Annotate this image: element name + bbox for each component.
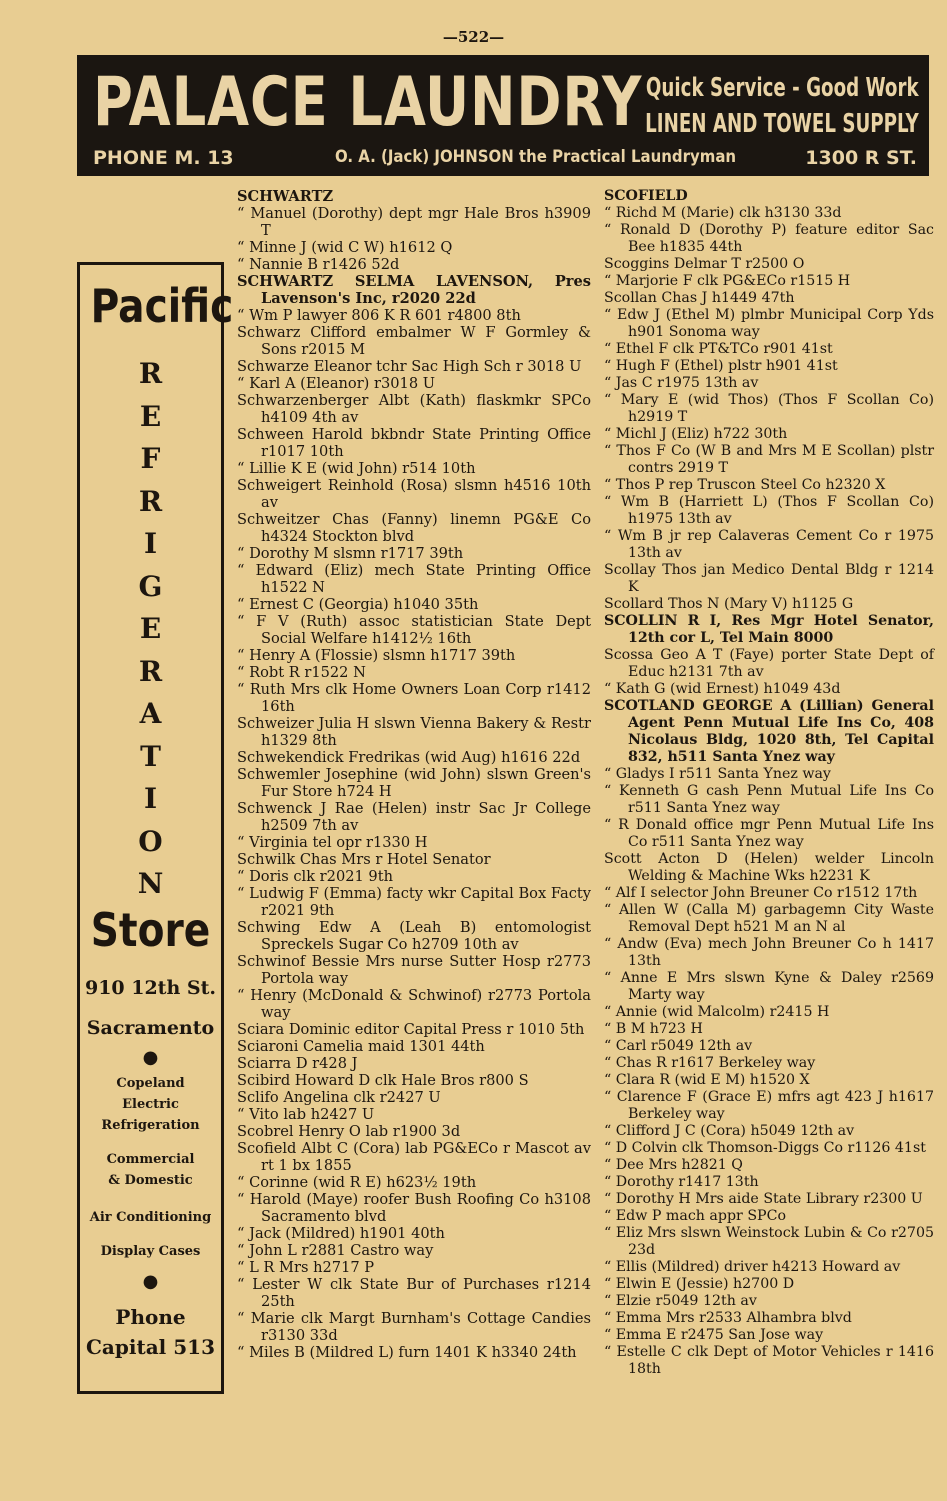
sidebar-service-4: Display Cases <box>100 1244 201 1259</box>
directory-entry: “ Doris clk r2021 9th <box>237 868 393 885</box>
directory-entry: “ Dorothy M slsmn r1717 39th <box>237 545 464 562</box>
sidebar-letter: N <box>137 867 164 900</box>
directory-entry: “ Elwin E (Jessie) h2700 D <box>604 1276 795 1292</box>
directory-entry: “ Chas R r1617 Berkeley way <box>604 1055 816 1071</box>
directory-entry: Schweitzer Chas (Fanny) linemn PG&E Co h4324 Stockton blvd <box>237 511 591 545</box>
directory-entry: “ Manuel (Dorothy) dept mgr Hale Bros h3909 T <box>237 205 591 239</box>
directory-entry: “ Thos F Co (W B and Mrs M E Scollan) plstr contrs 2919 T <box>604 443 934 476</box>
directory-entry: “ Michl J (Eliz) h722 30th <box>604 426 788 442</box>
directory-entry: “ Ethel F clk PT&TCo r901 41st <box>604 341 833 357</box>
directory-entry: Scoggins Delmar T r2500 O <box>604 256 805 272</box>
directory-entry: “ Edw J (Ethel M) plmbr Municipal Corp Yds h901 Sonoma way <box>604 307 934 340</box>
directory-entry: “ Ludwig F (Emma) facty wkr Capital Box Facty r2021 9th <box>237 885 591 919</box>
directory-entry: “ John L r2881 Castro way <box>237 1242 434 1259</box>
directory-entry: “ Virginia tel opr r1330 H <box>237 834 428 851</box>
directory-entry: “ Allen W (Calla M) garbagemn City Waste Removal Dept h521 M an N al <box>604 902 934 935</box>
directory-entry: Scott Acton D (Helen) welder Lincoln Welding & Machine Wks h2231 K <box>604 851 934 884</box>
sidebar-letter: R <box>138 484 163 518</box>
sidebar-letter: T <box>140 739 161 773</box>
sidebar-letter: O <box>138 824 163 858</box>
sidebar-advertisement <box>77 262 234 1394</box>
directory-entry: “ Clara R (wid E M) h1520 X <box>604 1072 810 1088</box>
directory-entry: “ Ronald D (Dorothy P) feature editor Sac Bee h1835 44th <box>604 222 934 255</box>
directory-entry: Scollay Thos jan Medico Dental Bldg r 1214 K <box>604 562 934 595</box>
directory-entry: “ Nannie B r1426 52d <box>237 256 400 273</box>
banner-owner: O. A. (Jack) JOHNSON the Practical Laundryman <box>335 147 737 167</box>
sidebar-phone-label: Phone <box>115 1305 186 1329</box>
directory-entry: “ R Donald office mgr Penn Mutual Life Ins Co r511 Santa Ynez way <box>604 817 934 850</box>
sidebar-letter: G <box>138 569 163 603</box>
directory-entry: “ D Colvin clk Thomson-Diggs Co r1126 41st <box>604 1140 926 1156</box>
directory-entry: “ Wm P lawyer 806 K R 601 r4800 8th <box>237 307 521 324</box>
directory-entry: Schwilk Chas Mrs r Hotel Senator <box>237 851 491 868</box>
sidebar-letter: I <box>143 782 158 815</box>
directory-entry: Schwenck J Rae (Helen) instr Sac Jr College h2509 7th av <box>237 800 591 834</box>
directory-entry: “ L R Mrs h2717 P <box>237 1259 375 1276</box>
directory-entry: Sciarra D r428 J <box>237 1055 358 1072</box>
directory-entry: “ Vito lab h2427 U <box>237 1106 375 1123</box>
sidebar-letter: A <box>139 697 162 730</box>
directory-entry: “ Harold (Maye) roofer Bush Roofing Co h3108 Sacramento blvd <box>237 1191 591 1225</box>
banner-phone: PHONE M. 13 <box>93 147 234 169</box>
directory-entry: “ Ruth Mrs clk Home Owners Loan Corp r1412 16th <box>237 681 591 715</box>
directory-entry: Schwarzenberger Albt (Kath) flaskmkr SPCo h4109 4th av <box>237 392 591 426</box>
surname-heading: SCHWARTZ <box>237 188 334 205</box>
sidebar-phone-value: Capital 513 <box>86 1335 215 1359</box>
directory-entry: “ Minne J (wid C W) h1612 Q <box>237 239 453 256</box>
directory-entry: “ Corinne (wid R E) h623½ 19th <box>237 1174 477 1191</box>
directory-entry: SCHWARTZ SELMA LAVENSON, Pres Lavenson's Inc, r2020 22d <box>237 273 591 307</box>
directory-entry: “ Jack (Mildred) h1901 40th <box>237 1225 445 1242</box>
directory-entry: Schwinof Bessie Mrs nurse Sutter Hosp r2773 Portola way <box>237 953 591 987</box>
directory-entry: Sclifo Angelina clk r2427 U <box>237 1089 441 1106</box>
sidebar-letter: R <box>138 357 163 390</box>
directory-entry: “ Alf I selector John Breuner Co r1512 17th <box>604 885 918 901</box>
directory-entry: Schwekendick Fredrikas (wid Aug) h1616 22d <box>237 749 581 766</box>
directory-entry: “ F V (Ruth) assoc statistician State Dept Social Welfare h1412½ 16th <box>237 613 591 647</box>
directory-entry: Sciaroni Camelia maid 1301 44th <box>237 1038 485 1055</box>
directory-entry: Scofield Albt C (Cora) lab PG&ECo r Mascot av rt 1 bx 1855 <box>237 1140 591 1174</box>
page-number: —522— <box>442 28 505 46</box>
directory-entry: “ Henry A (Flossie) slsmn h1717 39th <box>237 647 516 664</box>
directory-entry: Scobrel Henry O lab r1900 3d <box>237 1123 461 1140</box>
directory-entry: “ Marjorie F clk PG&ECo r1515 H <box>604 273 851 289</box>
banner-brand: PALACE LAUNDRY <box>93 63 643 142</box>
sidebar-vertical-word <box>80 353 221 906</box>
sidebar-store: Store <box>90 903 211 957</box>
directory-entry: “ Karl A (Eleanor) r3018 U <box>237 375 436 392</box>
directory-entry: “ Gladys I r511 Santa Ynez way <box>604 766 831 782</box>
directory-entry: SCOLLIN R I, Res Mgr Hotel Senator, 12th cor L, Tel Main 8000 <box>604 613 934 646</box>
directory-entry: “ Thos P rep Truscon Steel Co h2320 X <box>604 477 886 493</box>
advertisement-banner <box>77 55 929 176</box>
directory-entry: “ Jas C r1975 13th av <box>604 375 759 391</box>
directory-entry: “ Richd M (Marie) clk h3130 33d <box>604 205 842 221</box>
directory-entry: “ Carl r5049 12th av <box>604 1038 753 1054</box>
directory-entry: Sciara Dominic editor Capital Press r 1010 5th <box>237 1021 585 1038</box>
sidebar-service-1: Copeland Electric Refrigeration <box>101 1076 200 1133</box>
directory-entry: “ Mary E (wid Thos) (Thos F Scollan Co) h2919 T <box>604 392 934 425</box>
sidebar-service-3: Air Conditioning <box>89 1210 212 1225</box>
directory-entry: “ Lillie K E (wid John) r514 10th <box>237 460 476 477</box>
directory-entry: “ Kath G (wid Ernest) h1049 43d <box>604 681 841 697</box>
directory-column-middle <box>237 188 591 1361</box>
directory-entry: “ Lester W clk State Bur of Purchases r1214 25th <box>237 1276 591 1310</box>
directory-entry: “ Emma E r2475 San Jose way <box>604 1327 824 1343</box>
directory-entry: Schwemler Josephine (wid John) slswn Green's Fur Store h724 H <box>237 766 591 800</box>
sidebar-letter: I <box>143 527 158 560</box>
directory-entry: “ Clarence F (Grace E) mfrs agt 423 J h1617 Berkeley way <box>604 1089 934 1122</box>
directory-column-right <box>604 188 934 1378</box>
directory-entry: “ Marie clk Margt Burnham's Cottage Candies r3130 33d <box>237 1310 591 1344</box>
sidebar-bullet-2: ● <box>142 1271 159 1292</box>
sidebar-letter: E <box>139 399 162 433</box>
sidebar-city: Sacramento <box>86 1017 215 1039</box>
directory-entry: “ B M h723 H <box>604 1021 703 1037</box>
directory-entry: “ Ellis (Mildred) driver h4213 Howard av <box>604 1259 901 1275</box>
directory-entry: “ Clifford J C (Cora) h5049 12th av <box>604 1123 855 1139</box>
directory-entry: Schwarze Eleanor tchr Sac High Sch r 3018 U <box>237 358 582 375</box>
directory-entry: Scossa Geo A T (Faye) porter State Dept of Educ h2131 7th av <box>604 647 934 680</box>
directory-entry: Schween Harold bkbndr State Printing Office r1017 10th <box>237 426 591 460</box>
directory-entry: “ Edw P mach appr SPCo <box>604 1208 786 1224</box>
directory-entry: “ Dorothy r1417 13th <box>604 1174 759 1190</box>
sidebar-letter: R <box>138 654 163 688</box>
directory-entry: Schwing Edw A (Leah B) entomologist Spreckels Sugar Co h2709 10th av <box>237 919 591 953</box>
directory-entry: Scollan Chas J h1449 47th <box>604 290 795 306</box>
directory-entry: “ Miles B (Mildred L) furn 1401 K h3340 24th <box>237 1344 577 1361</box>
directory-entry: “ Hugh F (Ethel) plstr h901 41st <box>604 358 838 374</box>
surname-heading: SCOFIELD <box>604 188 688 204</box>
directory-entry: Schweizer Julia H slswn Vienna Bakery & Restr h1329 8th <box>237 715 591 749</box>
directory-entry: “ Estelle C clk Dept of Motor Vehicles r 1416 18th <box>604 1344 934 1377</box>
directory-entry: “ Andw (Eva) mech John Breuner Co h 1417 13th <box>604 936 934 969</box>
directory-entry: Schwarz Clifford embalmer W F Gormley & Sons r2015 M <box>237 324 591 358</box>
sidebar-address: 910 12th St. <box>84 977 217 999</box>
sidebar-title: Pacific <box>90 279 234 333</box>
directory-entry: “ Eliz Mrs slswn Weinstock Lubin & Co r2705 23d <box>604 1225 934 1258</box>
directory-entry: “ Edward (Eliz) mech State Printing Office h1522 N <box>237 562 591 596</box>
directory-entry: “ Dorothy H Mrs aide State Library r2300 U <box>604 1191 923 1207</box>
directory-entry: “ Anne E Mrs slswn Kyne & Daley r2569 Marty way <box>604 970 934 1003</box>
directory-entry: “ Wm B (Harriett L) (Thos F Scollan Co) h1975 13th av <box>604 494 934 527</box>
directory-entry: “ Ernest C (Georgia) h1040 35th <box>237 596 479 613</box>
directory-entry: “ Kenneth G cash Penn Mutual Life Ins Co r511 Santa Ynez way <box>604 783 934 816</box>
directory-entry: Schweigert Reinhold (Rosa) slsmn h4516 10th av <box>237 477 591 511</box>
directory-entry: “ Dee Mrs h2821 Q <box>604 1157 743 1173</box>
sidebar-service-2: Commercial & Domestic <box>106 1152 195 1188</box>
directory-entry: “ Wm B jr rep Calaveras Cement Co r 1975 13th av <box>604 528 934 561</box>
directory-entry: Scollard Thos N (Mary V) h1125 G <box>604 596 854 612</box>
directory-entry: “ Robt R r1522 N <box>237 664 366 681</box>
directory-entry: Scibird Howard D clk Hale Bros r800 S <box>237 1072 529 1089</box>
directory-entry: “ Henry (McDonald & Schwinof) r2773 Portola way <box>237 987 591 1021</box>
banner-tagline-2: LINEN AND TOWEL SUPPLY <box>645 109 919 139</box>
sidebar-letter: E <box>139 612 162 645</box>
sidebar-bullet: ● <box>142 1047 159 1068</box>
directory-entry: “ Emma Mrs r2533 Alhambra blvd <box>604 1310 852 1326</box>
banner-address: 1300 R ST. <box>805 147 917 169</box>
sidebar-letter: F <box>140 442 161 475</box>
directory-entry: “ Annie (wid Malcolm) r2415 H <box>604 1004 830 1020</box>
directory-entry: SCOTLAND GEORGE A (Lillian) General Agent Penn Mutual Life Ins Co, 408 Nicolaus Bldg, 1020 8th, Tel Capital 832, h511 Santa Ynez way <box>604 698 934 765</box>
directory-entry: “ Elzie r5049 12th av <box>604 1293 757 1309</box>
banner-tagline-1: Quick Service - Good Work <box>646 73 919 103</box>
